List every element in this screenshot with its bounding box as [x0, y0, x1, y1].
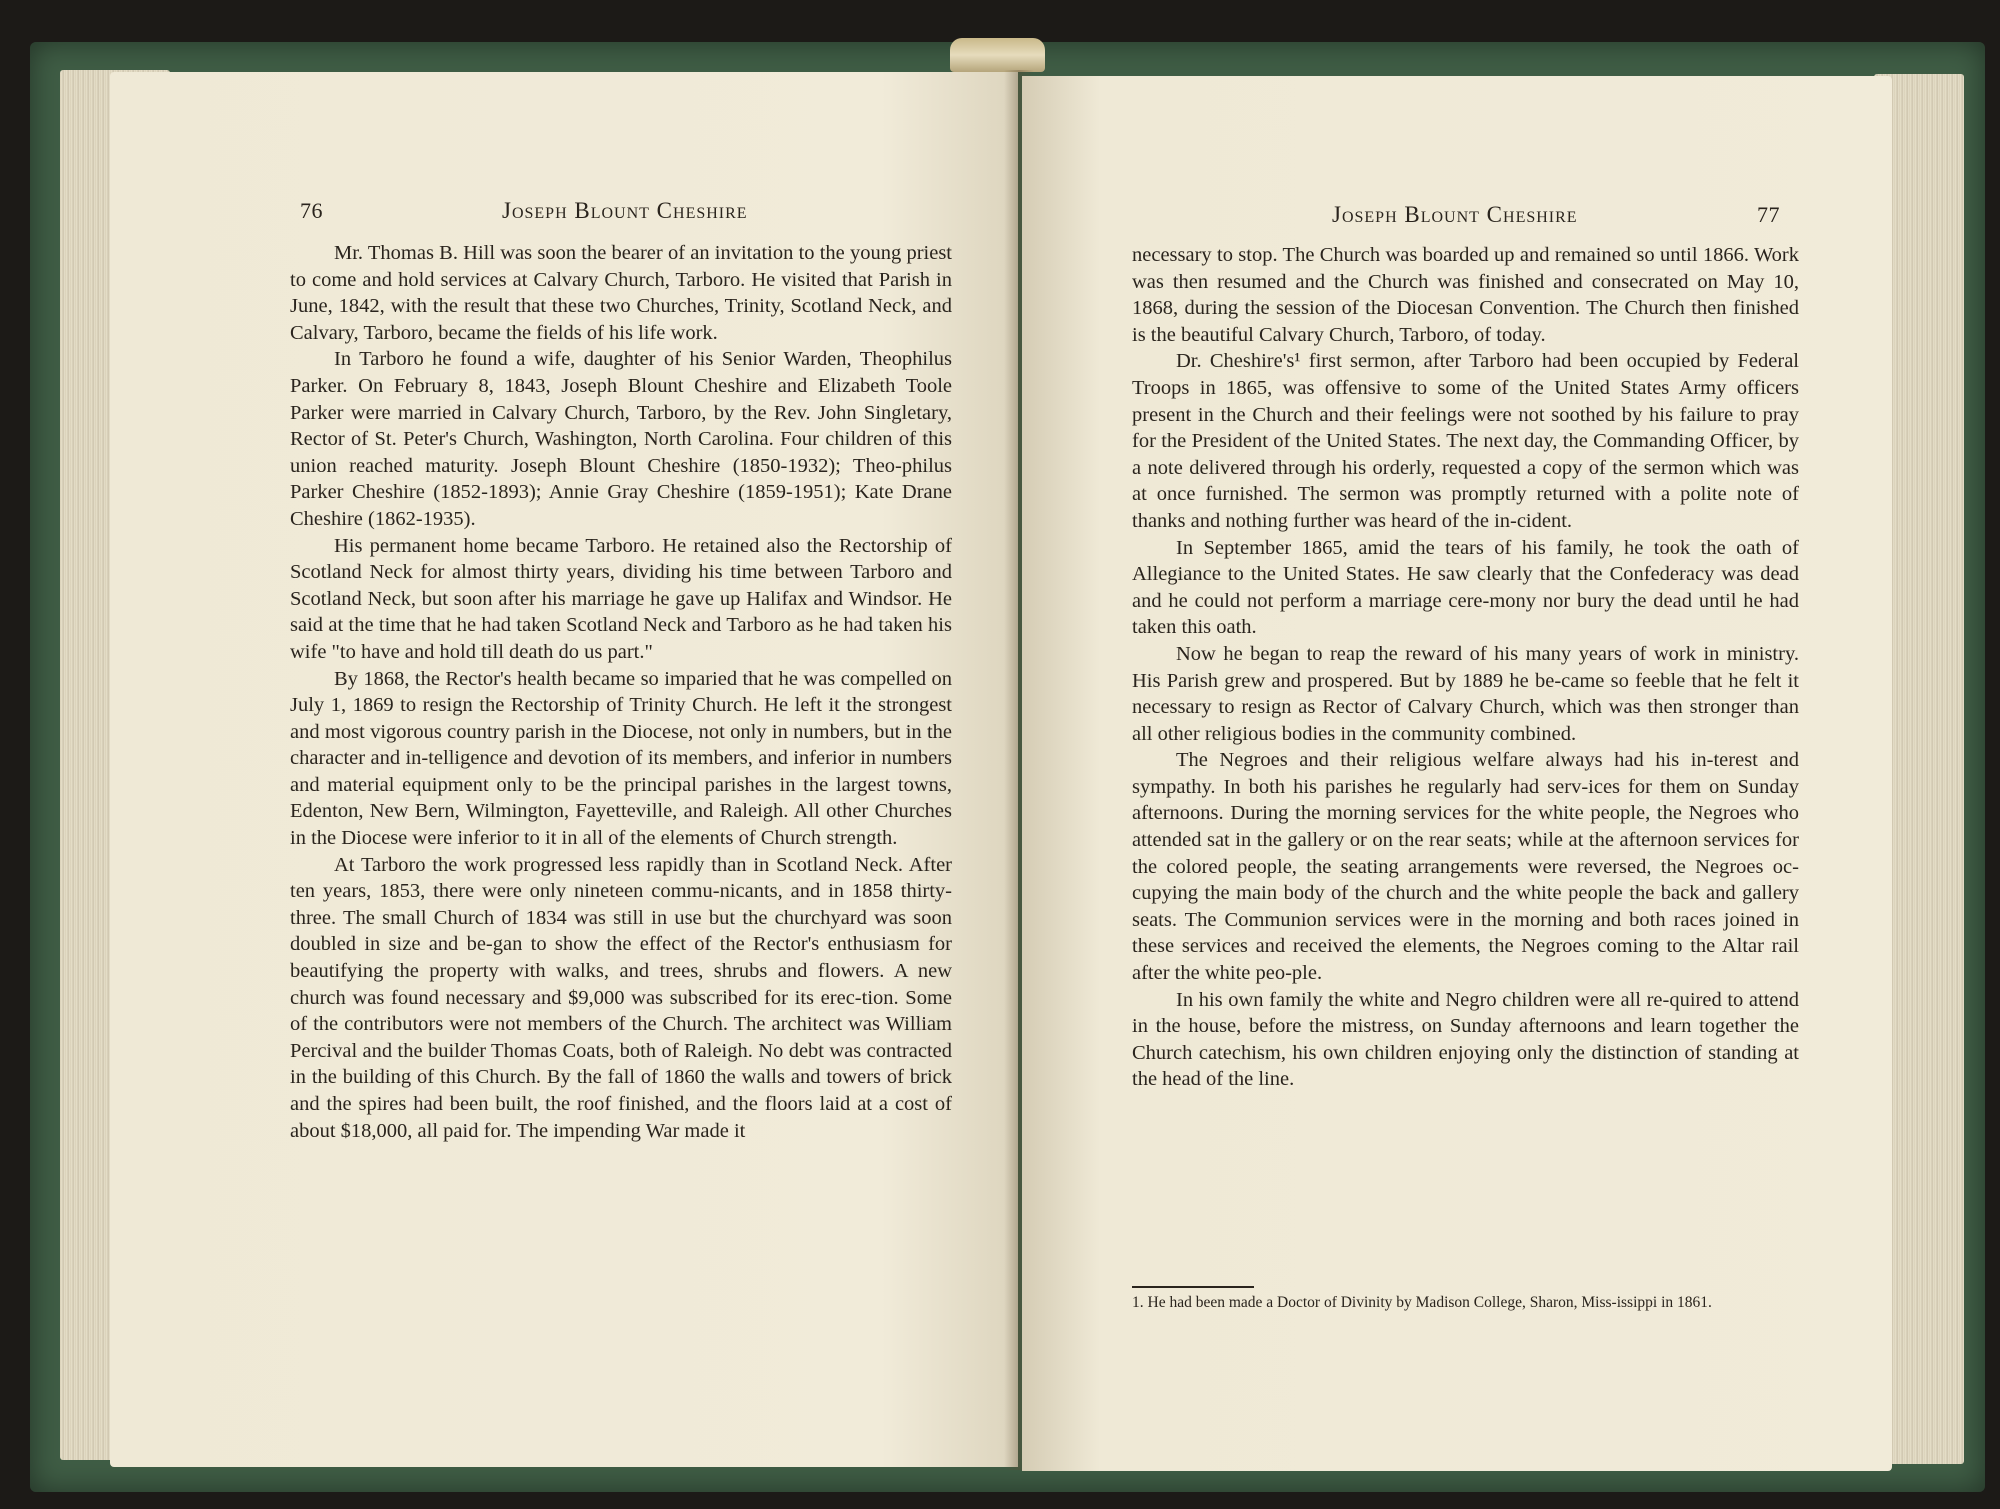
- right-page-body: [1132, 242, 1799, 1093]
- paragraph: necessary to stop. The Church was boarded up and remained so until 1866. Work was then resumed and the Church was finished and consecrated on May 10, 1868, during the session of the Diocesan Convention. The Church then finished is the beautiful Calvary Church, Tarboro, of today.: [1132, 244, 1799, 346]
- running-title-text: Joseph Blount Cheshire: [1332, 202, 1578, 227]
- footnote-rule: [1132, 1286, 1254, 1288]
- footnote: 1. He had been made a Doctor of Divinity by Madison College, Sharon, Miss-issippi in 1861.: [1132, 1294, 1712, 1311]
- paragraph: In Tarboro he found a wife, daughter of his Senior Warden, Theophilus Parker. On February 8, 1843, Joseph Blount Cheshire and Elizabeth Toole Parker were married in Calvary Church, Tarboro, by the Rev. John Singletary, Rector of St. Peter's Church, Washington, North Carolina. Four children of this union reached maturity. Joseph Blount Cheshire (1850-1932); Theo-philus Parker Cheshire (1852-1893); Annie Gray Cheshire (1859-1951); Kate Drane Cheshire (1862-1935).: [290, 348, 952, 530]
- left-page-number: 76: [300, 198, 323, 223]
- right-page-number: 77: [1757, 202, 1780, 227]
- paragraph: The Negroes and their religious welfare always had his in-terest and sympathy. In both his parishes he regularly had serv-ices for them on Sunday afternoons. During the morning services for the white people, the Negroes who attended sat in the gallery or on the rear seats; while at the afternoon services for the colored people, the seating arrangements were reversed, the Negroes oc-cupying the main body of the church and the white people the back and gallery seats. The Communion services were in the morning and both races joined in these services and received the elements, the Negroes coming to the Altar rail after the white peo-ple.: [1132, 749, 1799, 985]
- left-page-body: [290, 240, 952, 1144]
- left-page: [110, 72, 1018, 1467]
- left-running-title: [502, 198, 748, 224]
- book-spine: [950, 38, 1045, 72]
- paragraph: Now he began to reap the reward of his many years of work in ministry. His Parish grew and prospered. But by 1889 he be-came so feeble that he felt it necessary to resign as Rector of Calvary Church, which was then stronger than all other religious bodies in the community combined.: [1132, 642, 1799, 745]
- paragraph: Mr. Thomas B. Hill was soon the bearer of an invitation to the young priest to come and hold services at Calvary Church, Tarboro. He visited that Parish in June, 1842, with the result that these two Churches, Trinity, Scotland Neck, and Calvary, Tarboro, became the fields of his life work.: [290, 242, 952, 344]
- paragraph: At Tarboro the work progressed less rapidly than in Scotland Neck. After ten years, 1853, there were only nineteen commu-nicants, and in 1858 thirty-three. The small Church of 1834 was still in use but the churchyard was soon doubled in size and be-gan to show the effect of the Rector's enthusiasm for beautifying the property with walks, and trees, shrubs and flowers. A new church was found necessary and $9,000 was subscribed for its erec-tion. Some of the contributors were not members of the Church. The architect was William Percival and the builder Thomas Coats, both of Raleigh. No debt was contracted in the building of this Church. By the fall of 1860 the walls and towers of brick and the spires had been built, the roof finished, and the floors laid at a cost of about $18,000, all paid for. The impending War made it: [290, 853, 952, 1142]
- running-title-text: Joseph Blount Cheshire: [502, 198, 748, 223]
- paragraph: His permanent home became Tarboro. He retained also the Rectorship of Scotland Neck for almost thirty years, dividing his time between Tarboro and Scotland Neck, but soon after his marriage he gave up Halifax and Windsor. He said at the time that he had taken Scotland Neck and Tarboro as he had taken his wife "to have and hold till death do us part.": [290, 534, 952, 663]
- paragraph: Dr. Cheshire's¹ first sermon, after Tarboro had been occupied by Federal Troops in 1865, was offensive to some of the United States Army officers present in the Church and their feelings were not soothed by his failure to pray for the President of the United States. The next day, the Commanding Officer, by a note delivered through his orderly, requested a copy of the sermon which was at once furnished. The sermon was promptly returned with a polite note of thanks and nothing further was heard of the in-cident.: [1132, 350, 1799, 532]
- paragraph: In his own family the white and Negro children were all re-quired to attend in the house, before the mistress, on Sunday afternoons and learn together the Church catechism, his own children enjoying only the distinction of standing at the head of the line.: [1132, 988, 1799, 1091]
- paragraph: In September 1865, amid the tears of his family, he took the oath of Allegiance to the United States. He saw clearly that the Confederacy was dead and he could not perform a marriage cere-mony nor bury the dead until he had taken this oath.: [1132, 536, 1799, 639]
- right-running-title: [1332, 202, 1578, 228]
- right-page: [1022, 76, 1892, 1471]
- paragraph: By 1868, the Rector's health became so imparied that he was compelled on July 1, 1869 to resign the Rectorship of Trinity Church. He left it the strongest and most vigorous country parish in the Diocese, not only in numbers, but in the character and in-telligence and devotion of its members, and inferior in numbers and material equipment only to be the principal parishes in the largest towns, Edenton, New Bern, Wilmington, Fayetteville, and Raleigh. All other Churches in the Diocese were inferior to it in all of the elements of Church strength.: [290, 667, 952, 850]
